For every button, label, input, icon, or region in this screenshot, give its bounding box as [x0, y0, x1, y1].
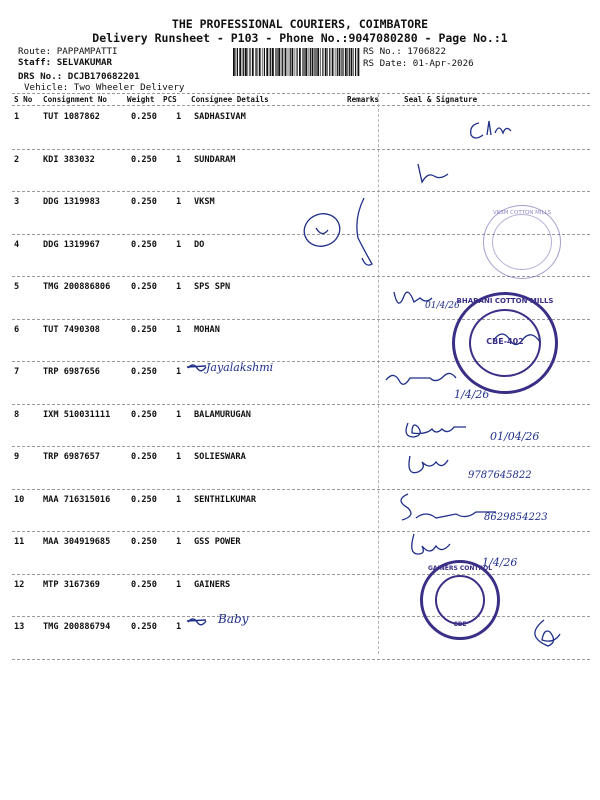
vehicle-label: Vehicle: Two Wheeler Delivery — [24, 82, 185, 93]
struck-text-mark-13 — [186, 614, 208, 628]
signature-9 — [402, 452, 462, 480]
row-consignment: TUT 1087862 — [43, 112, 100, 122]
row-consignment: MAA 716315016 — [43, 494, 111, 505]
row-sno: 11 — [14, 537, 25, 547]
row-divider — [12, 574, 590, 575]
row-consignment: MTP 3167369 — [43, 579, 100, 590]
row-pcs: 1 — [176, 579, 182, 590]
header-top-rule — [12, 93, 590, 94]
vksm-stamp-text: VKSM COTTON MILLS — [492, 210, 552, 216]
row-sno: 5 — [14, 282, 20, 292]
row-weight: 0.250 — [131, 154, 157, 165]
row-consignee: BALAMURUGAN — [194, 409, 251, 420]
row-pcs: 1 — [176, 197, 182, 207]
row-consignee: GSS POWER — [194, 537, 241, 547]
bharani-stamp-text: BHARANI COTTON MILLS — [456, 297, 554, 305]
row-consignment: IXM 510031111 — [43, 409, 111, 420]
drs-number: DRS No.: DCJB170682201 — [18, 71, 140, 82]
barcode-bar — [272, 48, 274, 76]
barcode-bar — [337, 48, 338, 76]
barcode-bar — [239, 48, 241, 76]
bharani-stamp — [452, 292, 558, 394]
barcode-bar — [310, 48, 311, 76]
row-consignment: TRP 6987656 — [43, 367, 100, 377]
barcode-bar — [266, 48, 268, 76]
barcode-bar — [290, 48, 291, 76]
row-weight: 0.250 — [131, 197, 157, 207]
signature-10 — [392, 490, 502, 530]
barcode-bar — [292, 48, 294, 76]
barcode-bar — [236, 48, 237, 76]
rs-number: RS No.: 1706822 — [363, 46, 446, 57]
row-pcs: 1 — [176, 409, 182, 420]
barcode-bar — [255, 48, 256, 76]
barcode-bar — [322, 48, 323, 76]
row-consignment: KDI 383032 — [43, 154, 95, 165]
barcode-bar — [285, 48, 287, 76]
row-consignment: TUT 7490308 — [43, 324, 100, 335]
row-weight: 0.250 — [131, 452, 157, 462]
barcode-bar — [276, 48, 277, 76]
barcode-bar — [320, 48, 321, 76]
barcode-bar — [353, 48, 354, 76]
row-pcs: 1 — [176, 154, 182, 165]
row-pcs: 1 — [176, 622, 182, 632]
row-consignment: TRP 6987657 — [43, 452, 100, 462]
staff-label: Staff: SELVAKUMAR — [18, 57, 113, 68]
barcode-bar — [345, 48, 347, 76]
col-remarks: Remarks — [347, 95, 380, 104]
row-weight: 0.250 — [131, 537, 157, 547]
header-bottom-rule — [12, 105, 590, 106]
row-weight: 0.250 — [131, 282, 157, 292]
col-seal-signature: Seal & Signature — [404, 95, 478, 104]
barcode-bar — [270, 48, 271, 76]
barcode-bar — [314, 48, 315, 76]
col-pcs: PCS — [163, 95, 177, 104]
row-consignee: SENTHILKUMAR — [194, 494, 257, 505]
remarks-divider — [378, 94, 379, 654]
barcode-bar — [351, 48, 353, 76]
row-pcs: 1 — [176, 282, 182, 292]
barcode-bar — [305, 48, 307, 76]
barcode-bar — [233, 48, 235, 76]
barcode-bar — [332, 48, 334, 76]
barcode-bar — [242, 48, 243, 76]
row-pcs: 1 — [176, 452, 182, 462]
barcode-bar — [259, 48, 261, 76]
barcode-bar — [349, 48, 350, 76]
row-weight: 0.250 — [131, 409, 157, 420]
barcode-bar — [245, 48, 247, 76]
handwritten-date-5: 01/4/26 — [425, 301, 460, 311]
handwritten-phone-9: 9787645822 — [468, 470, 532, 481]
barcode-bar — [308, 48, 309, 76]
signature-3-4 — [296, 190, 386, 280]
barcode-bar — [278, 48, 280, 76]
company-title: THE PROFESSIONAL COURIERS, COIMBATORE — [171, 17, 429, 31]
row-consignee: MOHAN — [194, 324, 220, 335]
barcode-bar — [281, 48, 282, 76]
barcode-bar — [358, 48, 360, 76]
route-label: Route: PAPPAMPATTI — [18, 46, 118, 57]
col-consignment: Consignment No — [43, 95, 108, 104]
row-weight: 0.250 — [131, 239, 157, 250]
row-consignment: TMG 200886794 — [43, 622, 111, 632]
barcode-bar — [297, 48, 298, 76]
barcode-bar — [317, 48, 319, 76]
barcode-bar — [288, 48, 289, 76]
barcode-bar — [339, 48, 341, 76]
gainers-stamp-city: CBE — [453, 621, 467, 628]
row-consignee: VKSM — [194, 197, 215, 207]
struck-text-mark — [186, 360, 208, 374]
row-divider — [12, 616, 590, 617]
row-sno: 12 — [14, 579, 25, 590]
barcode-bar — [252, 48, 254, 76]
barcode-bar — [256, 48, 257, 76]
barcode-bar — [312, 48, 314, 76]
barcode-bar — [264, 48, 265, 76]
row-sno: 1 — [14, 112, 20, 122]
row-pcs: 1 — [176, 537, 182, 547]
row-sno: 6 — [14, 324, 20, 335]
row-consignee: DO — [194, 239, 205, 250]
barcode-bar — [355, 48, 356, 76]
row-sno: 13 — [14, 622, 25, 632]
barcode-bar — [327, 48, 328, 76]
handwritten-phone-10: 8629854223 — [484, 512, 548, 523]
col-weight: Weight — [127, 95, 155, 104]
row-pcs: 1 — [176, 494, 182, 505]
barcode-bar — [269, 48, 270, 76]
handwritten-date-8: 01/04/26 — [490, 430, 540, 443]
row-consignment: TMG 200886806 — [43, 282, 111, 292]
col-sno: S No — [14, 95, 33, 104]
handwritten-date-11: 1/4/26 — [482, 556, 518, 569]
row-pcs: 1 — [176, 112, 182, 122]
row-consignee: SUNDARAM — [194, 154, 236, 165]
barcode-bar — [299, 48, 301, 76]
row-divider — [12, 489, 590, 490]
row-pcs: 1 — [176, 239, 182, 250]
handwritten-consignee-13: Baby — [218, 612, 249, 626]
signature-13 — [520, 616, 570, 656]
row-divider — [12, 659, 590, 660]
row-consignment: DDG 1319967 — [43, 239, 100, 250]
barcode-bar — [341, 48, 342, 76]
barcode-bar — [325, 48, 327, 76]
vksm-stamp — [483, 205, 561, 279]
row-weight: 0.250 — [131, 622, 157, 632]
handwritten-date-7: 1/4/26 — [454, 388, 490, 401]
barcode-bar — [275, 48, 276, 76]
row-divider — [12, 149, 590, 150]
barcode-bar — [335, 48, 336, 76]
barcode-bar — [282, 48, 283, 76]
barcode-bar — [262, 48, 263, 76]
barcode-bar — [347, 48, 348, 76]
row-pcs: 1 — [176, 367, 182, 377]
row-divider — [12, 404, 590, 405]
row-consignee: SOLIESWARA — [194, 452, 246, 462]
barcode-bar — [249, 48, 250, 76]
row-consignee: SPS SPN — [194, 282, 231, 292]
gainers-stamp — [420, 560, 500, 640]
row-consignment: MAA 304919685 — [43, 537, 111, 547]
signature-2 — [408, 160, 468, 190]
row-weight: 0.250 — [131, 494, 157, 505]
row-weight: 0.250 — [131, 579, 157, 590]
barcode-bar — [302, 48, 303, 76]
row-sno: 9 — [14, 452, 20, 462]
signature-8 — [400, 415, 490, 445]
barcode-bar — [342, 48, 343, 76]
row-pcs: 1 — [176, 324, 182, 335]
barcode-bar — [243, 48, 244, 76]
row-sno: 10 — [14, 494, 25, 505]
barcode-bar — [303, 48, 304, 76]
row-consignee: GAINERS — [194, 579, 231, 590]
row-weight: 0.250 — [131, 112, 157, 122]
barcode-bar — [329, 48, 330, 76]
row-weight: 0.250 — [131, 324, 157, 335]
row-consignment: DDG 1319983 — [43, 197, 100, 207]
signature-1 — [465, 115, 525, 145]
barcode-bar — [295, 48, 296, 76]
barcode-bar — [248, 48, 249, 76]
row-divider — [12, 531, 590, 532]
row-weight: 0.250 — [131, 367, 157, 377]
barcode-bar — [315, 48, 316, 76]
row-sno: 3 — [14, 197, 20, 207]
runsheet-title: Delivery Runsheet - P103 - Phone No.:9047080280 - Page No.:1 — [92, 31, 508, 45]
gainers-stamp-text: GAINERS CONTROL — [427, 565, 493, 572]
row-sno: 2 — [14, 154, 20, 165]
handwritten-consignee-7: Jayalakshmi — [206, 361, 274, 374]
row-sno: 8 — [14, 409, 20, 420]
col-consignee: Consignee Details — [191, 95, 269, 104]
barcode — [232, 48, 360, 76]
bharani-stamp-code: CBE-402 — [486, 337, 524, 346]
barcode-bar — [237, 48, 238, 76]
row-sno: 7 — [14, 367, 20, 377]
row-divider — [12, 446, 590, 447]
rs-date: RS Date: 01-Apr-2026 — [363, 58, 474, 69]
row-consignee: SADHASIVAM — [194, 112, 246, 122]
row-sno: 4 — [14, 239, 20, 250]
